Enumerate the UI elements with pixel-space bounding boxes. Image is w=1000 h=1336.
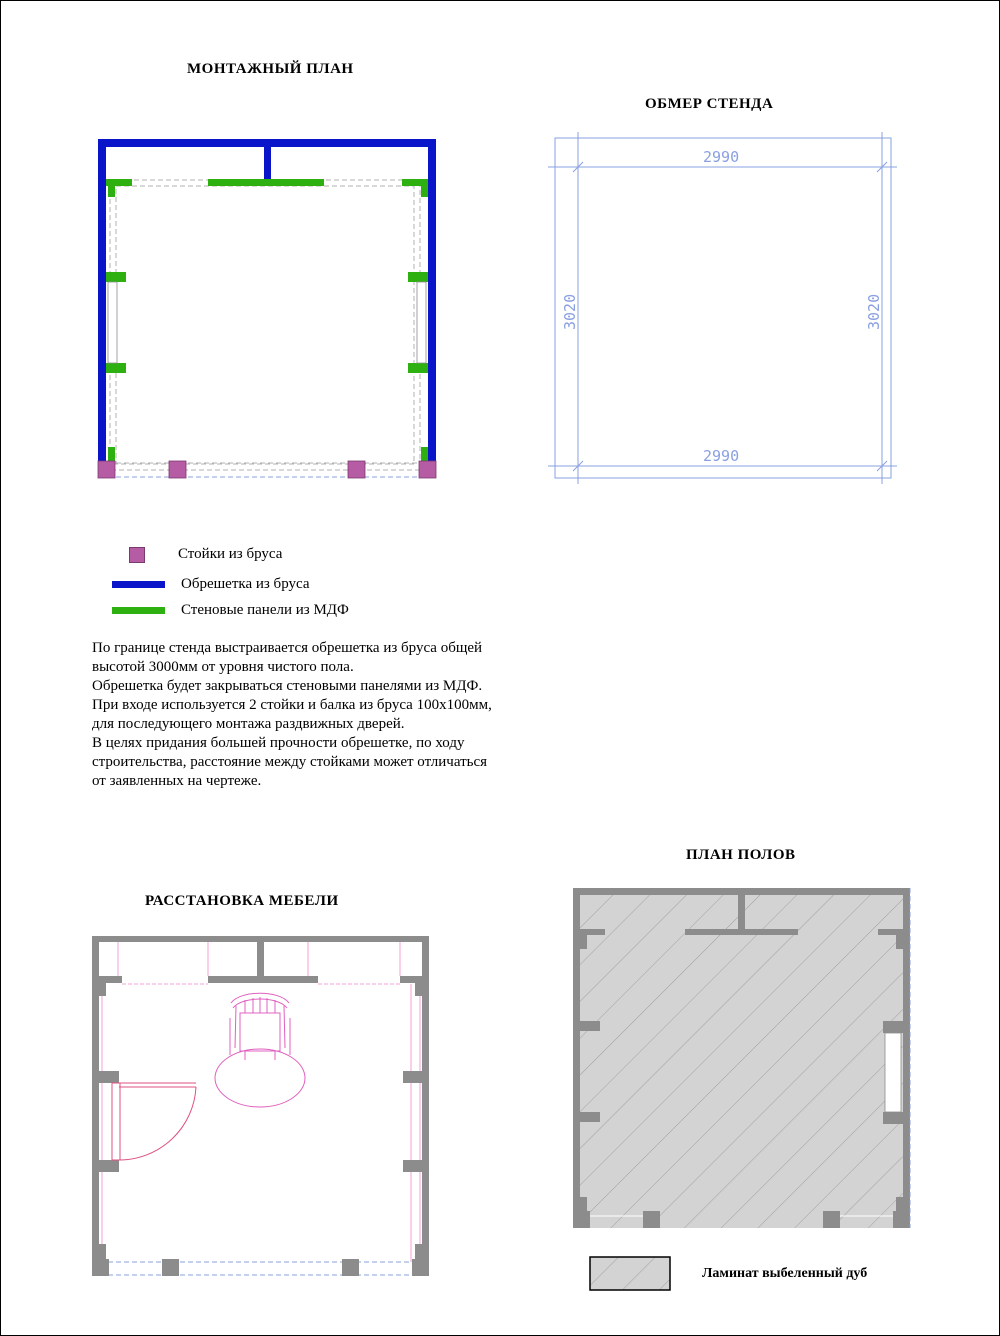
laminate-swatch	[590, 1257, 670, 1290]
floor-legend-label: Ламинат выбеленный дуб	[702, 1266, 868, 1281]
description-paragraph: При входе используется 2 стойки и балка из бруса 100х100мм, для последующего монтажа раздвижных дверей.	[92, 697, 492, 732]
description-paragraph: По границе стенда выстраивается обрешетка из бруса общей высотой 3000мм от уровня чистого пола.	[92, 640, 483, 675]
dimension-top: 2990	[703, 148, 740, 166]
legend-posts-label: Стойки из бруса	[178, 546, 283, 562]
legend-lathing-label: Обрешетка из бруса	[181, 576, 310, 592]
floor-plan-title: ПЛАН ПОЛОВ	[686, 847, 796, 863]
dimension-right: 3020	[865, 293, 883, 330]
description-paragraph: В целях придания большей прочности обрешетке, по ходу строительства, расстояние между стойками может отличаться от заявленных на чертеже.	[92, 735, 488, 789]
stand-measure-title: ОБМЕР СТЕНДА	[645, 96, 774, 112]
mounting-plan-title: МОНТАЖНЫЙ ПЛАН	[187, 61, 354, 77]
dimension-left: 3020	[561, 293, 579, 330]
laminate-floor-area	[573, 888, 910, 1228]
description-paragraph: Обрешетка будет закрываться стеновыми панелями из МДФ.	[92, 678, 483, 694]
legend-panels-label: Стеновые панели из МДФ	[181, 602, 349, 618]
furniture-layout-title: РАССТАНОВКА МЕБЕЛИ	[145, 893, 339, 909]
dimension-bottom: 2990	[703, 447, 740, 465]
